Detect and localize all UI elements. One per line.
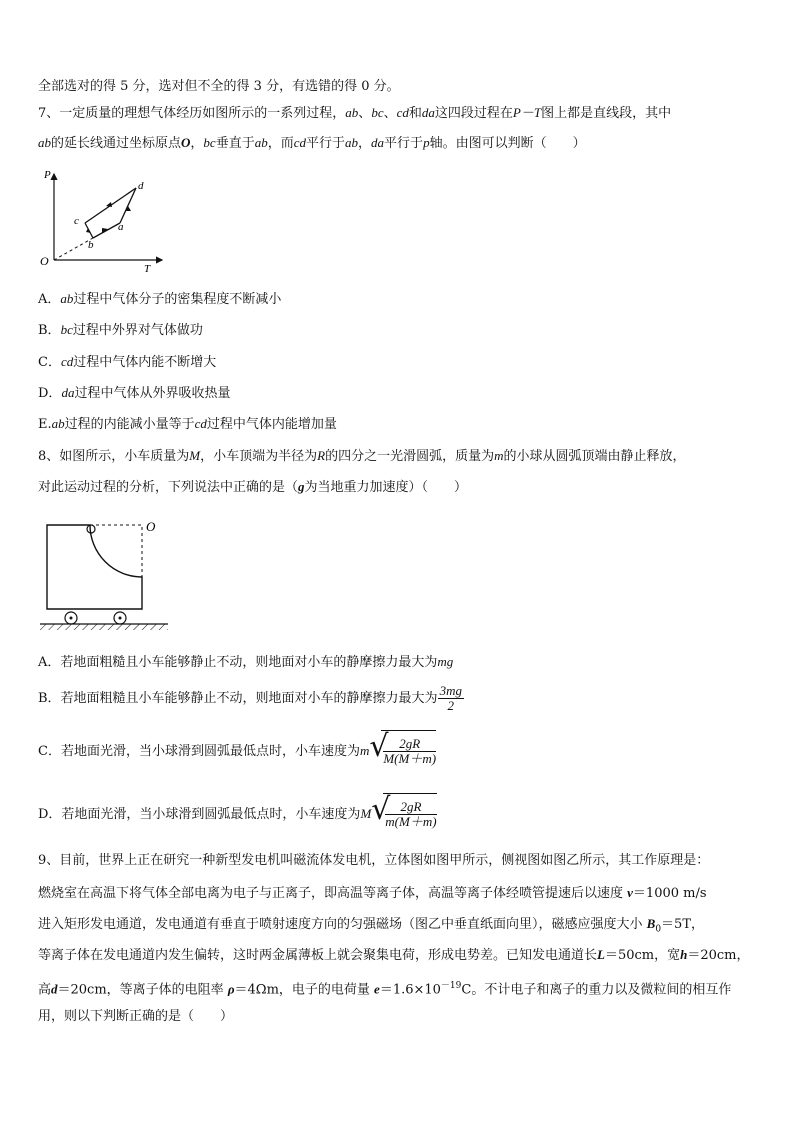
radical-sign: √ — [369, 729, 389, 764]
q7-pt-diagram — [36, 166, 171, 276]
conj: 和 — [408, 106, 422, 121]
arrow-cd — [106, 202, 112, 207]
frac-den: m(M＋m) — [385, 814, 437, 829]
dashed-square — [90, 525, 142, 577]
var-d: d — [51, 981, 58, 997]
frac-num: 2gR — [383, 737, 436, 752]
opt-text: B．若地面粗糙且小车能够静止不动，则地面对小车的静摩擦力最大为 — [38, 691, 438, 706]
frac-den: M(M＋m) — [383, 751, 437, 766]
formula-mg: mg — [437, 654, 454, 669]
q9-line6: 用，则以下判断正确的是（ ） — [38, 1009, 234, 1024]
sqrt-expression — [369, 730, 436, 773]
var-da: da — [61, 385, 75, 400]
q9-line2 — [38, 884, 707, 903]
var-v: v — [627, 885, 633, 900]
opt-text: 过程的内能减小量等于 — [64, 417, 195, 432]
q8-text: 对此运动过程的分析，下列说法中正确的是（ — [38, 480, 299, 495]
var-da: da — [371, 135, 385, 150]
var-h: h — [680, 947, 688, 962]
q9-text: ＝5T， — [661, 917, 704, 932]
q7-text: ，而 — [267, 136, 294, 151]
var-cd: cd — [396, 105, 409, 120]
q9-line4 — [38, 946, 750, 965]
q7-text: 轴。由图可以判断（ ） — [429, 136, 586, 151]
path-ab — [93, 223, 120, 238]
var-ab: ab — [51, 416, 65, 431]
var-R: R — [317, 448, 326, 463]
q8-stem-line1 — [38, 447, 686, 466]
q9-text: ＝50cm，宽 — [604, 948, 681, 963]
q8-text: 的小球从圆弧顶端由静止释放， — [503, 449, 686, 464]
q7-text: 的延长线通过坐标原点 — [51, 136, 182, 151]
wheel-right-hub — [119, 617, 122, 620]
q9-text: ＝4Ωm，电子的电荷量 — [234, 982, 375, 998]
formula-3mg-over-2 — [438, 684, 464, 713]
q7-text: 一定质量的理想气体经历如图所示的一系列过程， — [59, 106, 346, 121]
q8-stem-line2 — [38, 478, 467, 497]
q9-text: 高 — [38, 982, 52, 998]
q9-text: 燃烧室在高温下将气体全部电离为电子与正离子，即高温等离子体，高温等离子体经喷管提速后以速度 — [38, 886, 628, 901]
label-O: O — [40, 254, 49, 268]
q7-text: 这四段过程在 — [434, 106, 513, 121]
var-ab: ab — [38, 135, 51, 150]
opt-text: 过程中气体分子的密集程度不断减小 — [73, 292, 282, 307]
opt-prefix: B． — [38, 323, 61, 338]
q9-text: ＝20cm， — [687, 948, 750, 963]
q7-text: 垂直于 — [215, 136, 255, 151]
q9-line5 — [38, 977, 731, 999]
var-da: da — [421, 105, 435, 120]
q7-text: 图上都是直线段，其中 — [541, 106, 672, 121]
opt-prefix: C． — [38, 355, 61, 370]
q8-text: 如图所示，小车质量为 — [59, 449, 190, 464]
frac-num: 3mg — [439, 683, 462, 698]
q8-text: 为当地重力加速度）（ ） — [304, 480, 468, 495]
opt-prefix: D． — [38, 386, 62, 401]
q9-text: 进入矩形发电通道，发电通道有垂直于喷射速度方向的匀强磁场（图乙中垂直纸面向里），磁感应强度大小 — [38, 917, 647, 932]
q8-text: 的四分之一光滑圆弧，质量为 — [325, 449, 495, 464]
sep: 、 — [383, 106, 397, 121]
coef-M: M — [360, 806, 372, 821]
q7-number: 7、 — [38, 106, 60, 121]
label-d: d — [138, 180, 144, 192]
q7-option-b[interactable] — [38, 321, 203, 340]
sep: 、 — [358, 106, 372, 121]
q8-option-c[interactable] — [38, 730, 436, 773]
q9-text: 等离子体在发电通道内发生偏转，这时两金属薄板上就会聚集电荷，形成电势差。已知发电通道长 — [38, 948, 598, 963]
q7-stem-line2 — [38, 134, 586, 153]
q8-option-a[interactable] — [38, 653, 453, 672]
opt-text: A．若地面粗糙且小车能够静止不动，则地面对小车的静摩擦力最大为 — [38, 655, 438, 670]
var-B: B — [646, 916, 656, 931]
q7-text: 平行于 — [384, 136, 424, 151]
opt-prefix: E. — [38, 417, 52, 432]
var-bc: bc — [203, 135, 216, 150]
q7-text: 平行于 — [306, 136, 346, 151]
opt-text: 过程中气体从外界吸收热量 — [74, 386, 231, 401]
var-rho: ρ — [227, 981, 235, 997]
opt-text: 过程中气体内能不断增大 — [73, 355, 217, 370]
sqrt-fraction — [385, 800, 436, 829]
q9-text: ＝1.6×10 — [379, 982, 441, 998]
opt-text: C．若地面光滑，当小球滑到圆弧最低点时，小车速度为 — [38, 744, 360, 759]
opt-text: 过程中气体内能增加量 — [206, 417, 337, 432]
var-cd: cd — [60, 354, 74, 369]
q9-line3 — [38, 915, 704, 939]
q9-line1: 9、目前，世界上正在研究一种新型发电机叫磁流体发电机，立体图如图甲所示，侧视图如图乙所示，其工作原理是： — [38, 853, 710, 868]
var-m: m — [494, 448, 504, 463]
q7-option-d[interactable] — [38, 384, 230, 403]
opt-prefix: A． — [38, 292, 61, 307]
wheel-left-hub — [70, 617, 73, 620]
label-O: O — [146, 519, 156, 534]
cart-body — [47, 525, 142, 609]
var-p: p — [423, 135, 430, 150]
var-g: g — [298, 479, 305, 494]
var-bc: bc — [60, 322, 73, 337]
q7-option-a[interactable] — [38, 290, 281, 309]
frac-den: 2 — [447, 698, 454, 713]
q9-text: ＝1000 m/s — [632, 886, 707, 901]
var-ab: ab — [254, 135, 268, 150]
q8-option-b[interactable] — [38, 682, 464, 716]
superscript-exp: －19 — [440, 981, 462, 991]
label-a: a — [118, 221, 124, 233]
var-ab: ab — [345, 135, 359, 150]
var-cd: cd — [194, 416, 207, 431]
q8-cart-diagram — [36, 515, 176, 633]
var-cd: cd — [293, 135, 307, 150]
sqrt-expression — [371, 793, 436, 836]
frac-num: 2gR — [385, 800, 436, 815]
var-pt: P－T — [512, 105, 542, 120]
coef-m: m — [359, 743, 370, 758]
var-O: O — [181, 135, 191, 150]
label-P: P — [44, 169, 51, 181]
q8-option-d[interactable] — [38, 793, 437, 836]
opt-text: D．若地面光滑，当小球滑到圆弧最低点时，小车速度为 — [38, 807, 361, 822]
ground-hatch — [40, 624, 168, 630]
q7-text: ， — [358, 136, 372, 151]
var-M: M — [189, 448, 201, 463]
q9-text: ＝20cm，等离子体的电阻率 — [57, 982, 228, 998]
opt-text: 过程中外界对气体做功 — [72, 323, 203, 338]
q7-option-e[interactable] — [38, 415, 337, 434]
scoring-note: 全部选对的得 5 分，选对但不全的得 3 分，有选错的得 0 分。 — [38, 79, 400, 94]
label-T: T — [144, 263, 151, 275]
radical-sign: √ — [371, 792, 391, 827]
q7-option-c[interactable] — [38, 353, 216, 372]
q7-text: ， — [190, 136, 204, 151]
var-e: e — [374, 981, 380, 997]
label-c: c — [74, 215, 79, 227]
var-bc: bc — [371, 105, 384, 120]
var-ab: ab — [60, 291, 74, 306]
label-b: b — [88, 239, 94, 251]
q7-stem-line1 — [38, 104, 671, 123]
var-L: L — [597, 947, 605, 962]
q9-text: C。不计电子和离子的重力以及微粒间的相互作 — [461, 982, 732, 998]
q8-text: ，小车顶端为半径为 — [200, 449, 318, 464]
var-ab: ab — [345, 105, 359, 120]
sqrt-fraction — [383, 737, 436, 766]
q8-number: 8、 — [38, 449, 60, 464]
subscript-0: 0 — [655, 924, 662, 935]
